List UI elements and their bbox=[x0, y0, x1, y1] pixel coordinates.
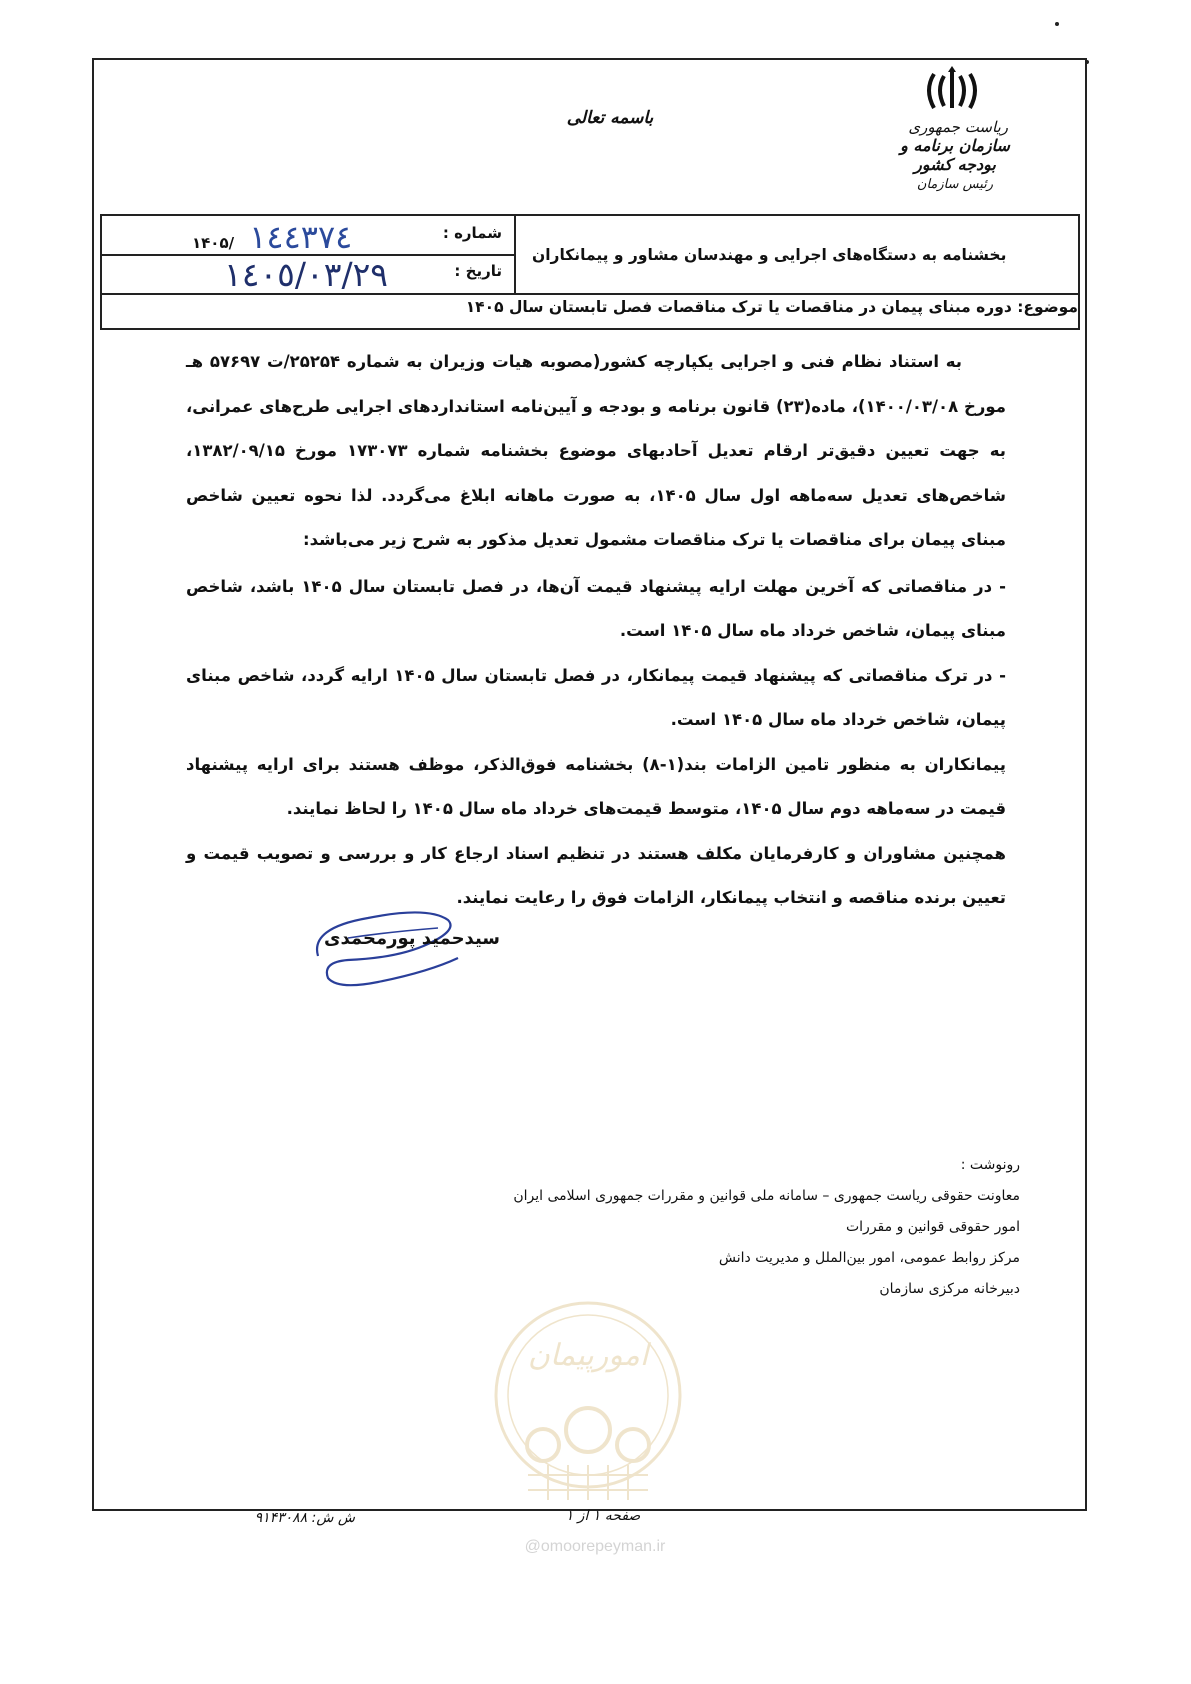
scan-speck bbox=[1085, 60, 1089, 64]
number-year-prefix: ۱۴۰۵/ bbox=[192, 234, 235, 252]
svg-text:امورپیمان: امورپیمان bbox=[527, 1338, 649, 1373]
subject-line: موضوع: دوره مبنای پیمان در مناقصات یا ترک مناقصات فصل تابستان سال ۱۴۰۵ bbox=[465, 298, 1078, 316]
page-number: صفحه ۱ از ۱ bbox=[565, 1508, 641, 1524]
organization-block bbox=[880, 118, 1030, 193]
number-label: شماره : bbox=[442, 224, 502, 242]
watermark-url: @omoorepeyman.ir bbox=[524, 1538, 666, 1555]
cc-item: مرکز روابط عمومی، امور بین‌الملل و مدیریت دانش bbox=[718, 1250, 1020, 1266]
handwritten-number: ١٤٤٣٧٤ bbox=[249, 218, 353, 256]
signatory-name: سیدحمید پورمحمدی bbox=[324, 928, 500, 949]
body-paragraph: پیمانکاران به منظور تامین الزامات بند(۱-۸) بخشنامه فوق‌الذکر، موظف هستند برای ارایه پیشنهاد قیمت در سه‌ماهه دوم سال ۱۴۰۵، متوسط قیمت‌های خرداد ماه سال ۱۴۰۵ را لحاظ نمایند. bbox=[186, 754, 1006, 818]
bismillah: باسمه تعالی bbox=[566, 108, 654, 128]
org-name: سازمان برنامه و بودجه کشور bbox=[900, 136, 1010, 175]
date-label: تاریخ : bbox=[454, 262, 502, 280]
cc-item: امور حقوقی قوانین و مقررات bbox=[845, 1219, 1020, 1235]
circular-title: بخشنامه به دستگاه‌های اجرایی و مهندسان مشاور و پیمانکاران bbox=[532, 245, 1007, 264]
letter-number bbox=[192, 218, 352, 256]
org-head-title: رئیس سازمان bbox=[916, 177, 994, 193]
handwritten-date: ١٤٠٥/٠٣/٢٩ bbox=[224, 255, 389, 294]
body-paragraph: - در مناقصاتی که آخرین مهلت ارایه پیشنهاد قیمت آن‌ها، در فصل تابستان سال ۱۴۰۵ باشد، شاخص مبنای پیمان، شاخص خرداد ماه سال ۱۴۰۵ است. bbox=[186, 576, 1006, 640]
document-code: ش ش: ۹۱۴۳۰۸۸ bbox=[254, 1510, 355, 1526]
letter-body bbox=[186, 340, 1006, 921]
body-paragraph: همچنین مشاوران و کارفرمایان مکلف هستند در تنظیم اسناد ارجاع کار و بررسی و تصویب قیمت و تعیین برنده مناقصه و انتخاب پیمانکار، الزامات فوق را رعایت نمایند. bbox=[186, 843, 1006, 907]
body-paragraph: به استناد نظام فنی و اجرایی یکپارچه کشور(مصوبه هیات وزیران به شماره ۲۵۲۵۴/ت ۵۷۶۹۷ هـ مورخ ۱۴۰۰/۰۳/۰۸)، ماده(۲۳) قانون برنامه و بودجه و آیین‌نامه استانداردهای اجرایی طرح‌های عمرانی، به جهت تعیین دقیق‌تر ارقام تعدیل آحادبهای موضوع بخشنامه شماره ۱۷۳۰۷۳ مورخ ۱۳۸۲/۰۹/۱۵، شاخص‌های تعدیل سه‌ماهه اول سال ۱۴۰۵، به صورت ماهانه ابلاغ می‌گردد. لذا نحوه تعیین شاخص مبنای پیمان برای مناقصات یا ترک مناقصات مشمول تعدیل مذکور به شرح زیر می‌باشد: bbox=[186, 352, 1007, 549]
cc-item: دبیرخانه مرکزی سازمان bbox=[879, 1281, 1020, 1297]
cc-title: رونوشت : bbox=[960, 1157, 1020, 1173]
scan-speck bbox=[1055, 22, 1059, 26]
cc-list bbox=[480, 1150, 1020, 1305]
cc-item: معاونت حقوقی ریاست جمهوری – سامانه ملی قوانین و مقررات جمهوری اسلامی ایران bbox=[513, 1188, 1020, 1204]
letter-header-box bbox=[100, 214, 1080, 330]
org-presidency: ریاست جمهوری bbox=[908, 118, 1008, 136]
iran-emblem-icon bbox=[922, 66, 982, 112]
watermark-stamp-logo bbox=[488, 1295, 688, 1515]
body-paragraph: - در ترک مناقصاتی که پیشنهاد قیمت پیمانکار، در فصل تابستان سال ۱۴۰۵ ارایه گردد، شاخص مبنای پیمان، شاخص خرداد ماه سال ۱۴۰۵ است. bbox=[186, 665, 1006, 729]
